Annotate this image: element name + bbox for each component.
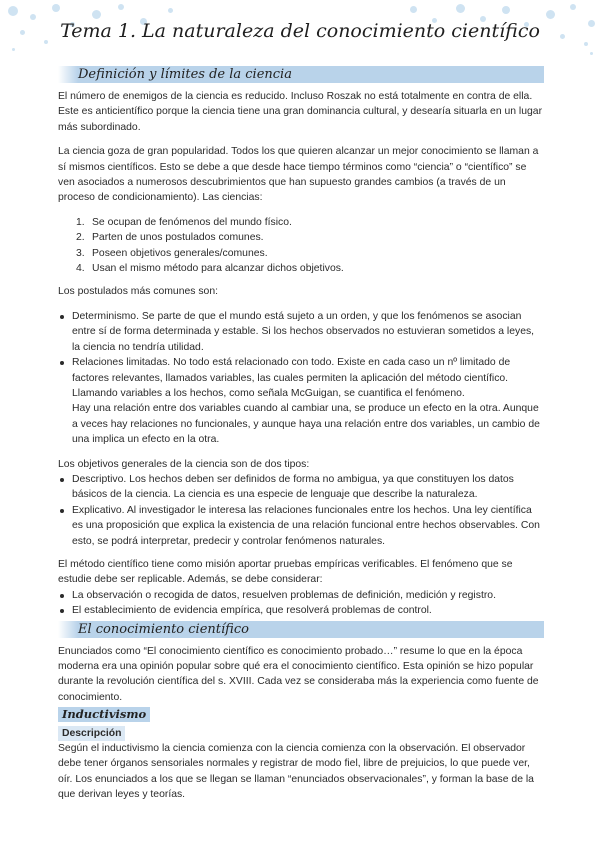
decorative-dot <box>546 10 555 19</box>
list-number: 4. <box>76 263 85 275</box>
subsubheading-descripcion: Descripción <box>58 726 125 741</box>
decorative-dot <box>570 4 576 10</box>
decorative-dot <box>52 4 60 12</box>
decorative-dot <box>168 8 173 13</box>
list-item <box>58 261 544 276</box>
list-number: 1. <box>76 216 85 228</box>
decorative-dot <box>502 6 510 14</box>
subheading-inductivismo: Inductivismo <box>58 707 150 722</box>
decorative-dot <box>590 52 593 55</box>
list-item: Descriptivo. Los hechos deben ser definidos de forma no ambigua, ya que constituyen los datos básicos de la ciencia. La ciencia es una especie de lenguaje que describe la naturaleza. <box>58 472 544 503</box>
section-heading-text: Definición y límites de la ciencia <box>78 67 292 82</box>
decorative-dot <box>12 48 15 51</box>
paragraph-continuation: Hay una relación entre dos variables cuando al cambiar una, se produce un efecto en la otra. Aunque a veces hay relaciones no funcionales, y aunque haya una relación entre dos variables, un cambio de una implica un efecto en la otra. <box>72 403 540 446</box>
ciencias-list <box>58 215 544 277</box>
considerar-list <box>58 588 544 619</box>
paragraph: El método científico tiene como misión aportar pruebas empíricas verificables. El fenómeno que se estudie debe ser replicable. Además, se debe considerar: <box>58 558 513 586</box>
list-item: El establecimiento de evidencia empírica, que resolverá problemas de control. <box>58 603 544 618</box>
list-item: La observación o recogida de datos, resuelven problemas de definición, medición y registro. <box>58 588 544 603</box>
decorative-dot <box>584 42 588 46</box>
paragraph: Según el inductivismo la ciencia comienza con la ciencia comienza con la observación. El observador debe tener órganos sensoriales normales y registrar de modo fiel, libre de prejuicios, lo que puede ver, oír. Los enunciados a los que se llegan se llaman “enunciados observacionales”, y forman la base de la que derivan leyes y teorías. <box>58 743 534 801</box>
decorative-dot <box>410 6 417 13</box>
list-item <box>58 246 544 261</box>
decorative-dot <box>92 10 101 19</box>
paragraph: Los objetivos generales de la ciencia son de dos tipos: <box>58 458 310 470</box>
list-number: 3. <box>76 247 85 259</box>
decorative-dot <box>8 6 18 16</box>
postulados-list <box>58 309 544 401</box>
list-item: Relaciones limitadas. No todo está relacionado con todo. Existe en cada caso un nº limitado de factores relevantes, llamados variables, las cuales permiten la aplicación del método científico. Llamando variables a los hechos, como señala McGuigan, se cuantifica el fenómeno. <box>58 355 544 401</box>
list-item-text: Parten de unos postulados comunes. <box>92 232 264 244</box>
list-item-text: Se ocupan de fenómenos del mundo físico. <box>92 216 292 228</box>
list-item-text: Usan el mismo método para alcanzar dichos objetivos. <box>92 263 344 275</box>
decorative-dot <box>118 4 124 10</box>
section-heading-conocimiento <box>58 621 544 638</box>
list-item: Determinismo. Se parte de que el mundo está sujeto a un orden, y que los fenómenos se asocian entre sí de forma determinada y estable. Si los hechos observados no estuvieran sometidos a leyes, la ciencia no tendría utilidad. <box>58 309 544 355</box>
list-item <box>58 215 544 230</box>
paragraph: Los postulados más comunes son: <box>58 286 218 298</box>
list-number: 2. <box>76 232 85 244</box>
list-item <box>58 230 544 245</box>
objetivos-list <box>58 472 544 549</box>
document-body <box>58 64 544 812</box>
list-item: Explicativo. Al investigador le interesa las relaciones funcionales entre los hechos. Una ley científica es una proposición que explica la existencia de una relación funcional entre hechos observables. Con esto, se podrá interpretar, predecir y controlar fenómenos naturales. <box>58 503 544 549</box>
paragraph: El número de enemigos de la ciencia es reducido. Incluso Roszak no está totalmente en contra de ella. Este es anticientífico porque la ciencia tiene una gran dominancia cultural, y desearía situarla en un lugar más subordinado. <box>58 91 543 133</box>
list-item-text: Poseen objetivos generales/comunes. <box>92 247 268 259</box>
page-title: Tema 1. La naturaleza del conocimiento científico <box>60 20 540 42</box>
decorative-dot <box>456 4 465 13</box>
paragraph: Enunciados como “El conocimiento científico es conocimiento probado…” resume lo que en la época moderna era una opinión popular sobre qué era el conocimiento científico. Esta opinión se hizo popular durante la revolución científica del s. XVIII. Cada vez se consideraba más la experiencia como fuente de conocimiento. <box>58 645 539 703</box>
section-heading-definicion <box>58 66 544 83</box>
paragraph: La ciencia goza de gran popularidad. Todos los que quieren alcanzar un mejor conocimiento se llaman a sí mismos científicos. Esto se debe a que desde hace tiempo términos como “ciencia” o “científico” se ven asociados a numerosos descubrimientos que han supuesto grandes cambios (a través de un proceso de condicionamiento). Las ciencias: <box>58 146 539 204</box>
section-heading-text: El conocimiento científico <box>78 621 249 637</box>
